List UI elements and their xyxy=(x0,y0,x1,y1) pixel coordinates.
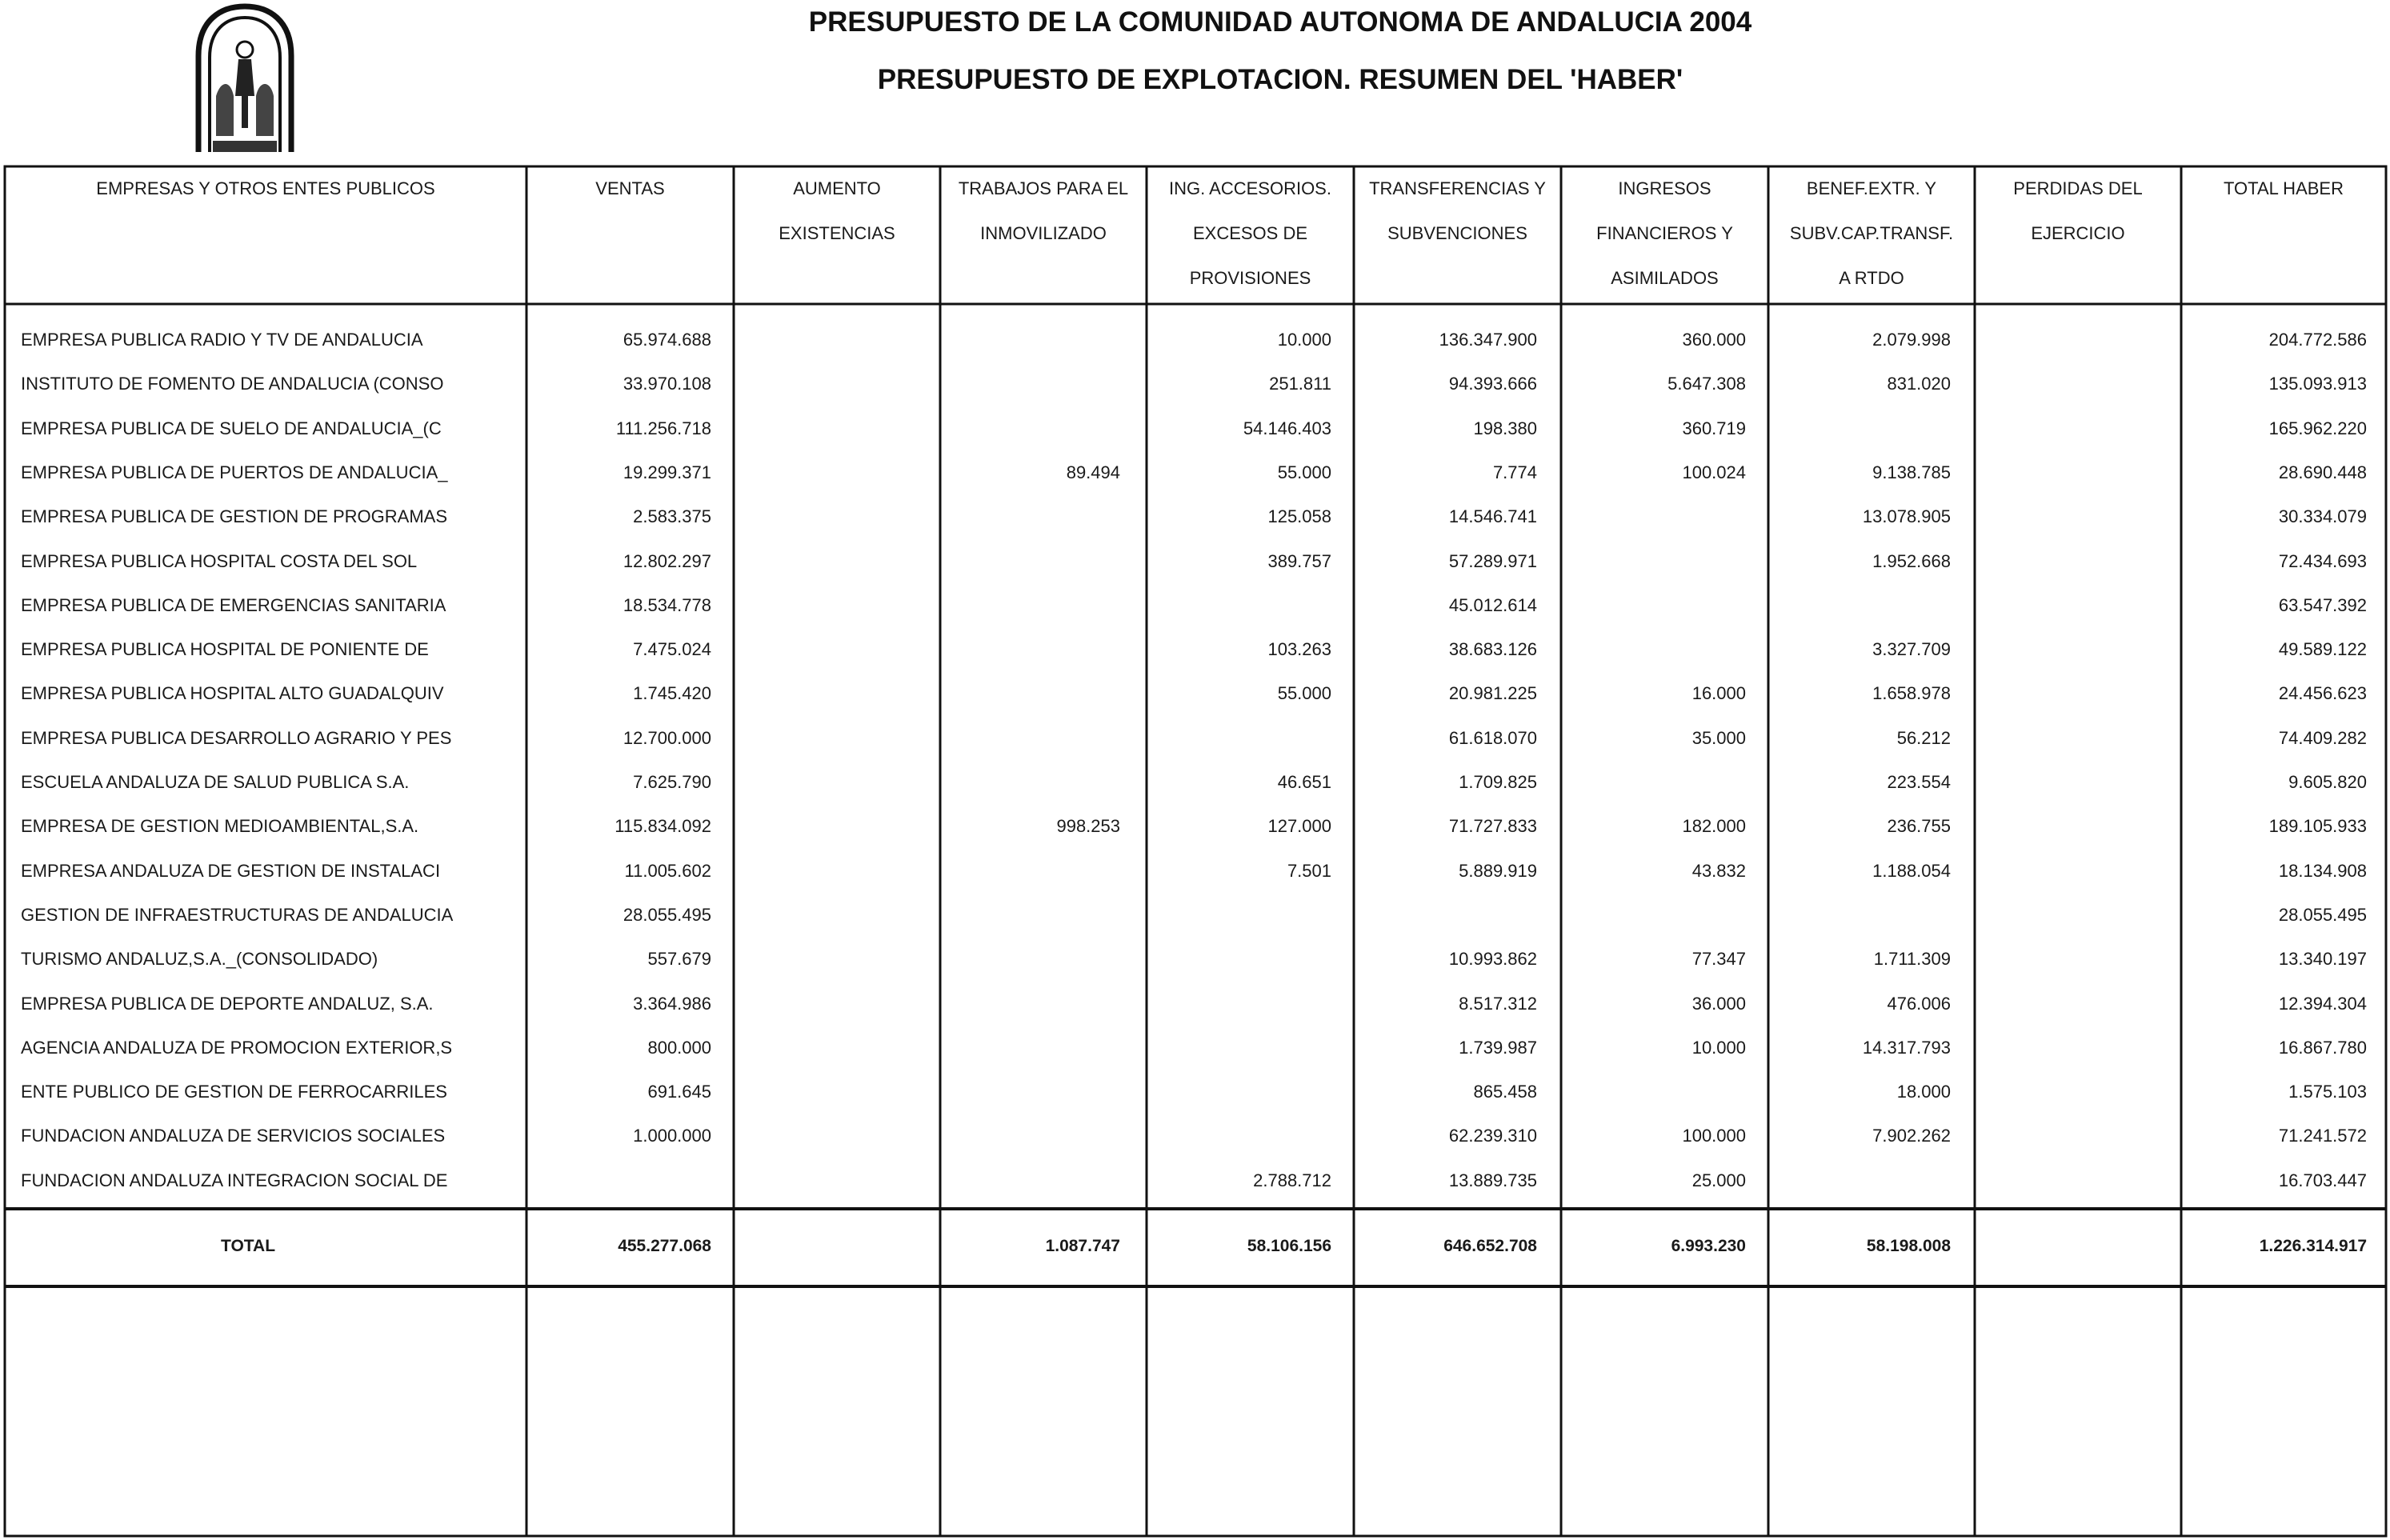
cell-total-haber: 9.605.820 xyxy=(2288,772,2367,792)
cell-transferencias: 57.289.971 xyxy=(1448,551,1537,571)
cell-ing-accesorios: 389.757 xyxy=(1267,551,1331,571)
junta-andalucia-emblem-icon xyxy=(189,0,301,157)
cell-ing-accesorios: 7.501 xyxy=(1287,861,1331,881)
cell-benef-extr: 1.711.309 xyxy=(1873,949,1951,969)
cell-entity: EMPRESA PUBLICA DESARROLLO AGRARIO Y PES xyxy=(21,728,452,748)
cell-benef-extr: 831.020 xyxy=(1887,374,1951,394)
cell-benef-extr: 56.212 xyxy=(1896,728,1951,748)
cell-benef-extr: 2.079.998 xyxy=(1872,330,1951,350)
cell-transferencias: 62.239.310 xyxy=(1448,1126,1537,1146)
cell-total-haber: 1.226.314.917 xyxy=(2259,1237,2367,1255)
cell-transferencias: 61.618.070 xyxy=(1448,728,1537,748)
cell-trabajos-inmovilizado: 998.253 xyxy=(1056,816,1120,836)
cell-transferencias: 198.380 xyxy=(1473,418,1537,438)
cell-transferencias: 8.517.312 xyxy=(1459,994,1537,1014)
cell-ing-accesorios: 55.000 xyxy=(1277,462,1331,482)
col-header-total-haber: TOTAL HABER xyxy=(2224,178,2344,198)
cell-entity: EMPRESA PUBLICA HOSPITAL COSTA DEL SOL xyxy=(21,551,418,571)
cell-entity: FUNDACION ANDALUZA INTEGRACION SOCIAL DE xyxy=(21,1170,448,1190)
cell-transferencias: 136.347.900 xyxy=(1439,330,1537,350)
cell-transferencias: 5.889.919 xyxy=(1459,861,1537,881)
cell-total-haber: 13.340.197 xyxy=(2278,949,2367,969)
col-header-perdidas: PERDIDAS DEL EJERCICIO xyxy=(2013,178,2143,243)
cell-ing-accesorios: 55.000 xyxy=(1277,683,1331,703)
col-header-trabajos-inmovilizado: TRABAJOS PARA EL INMOVILIZADO xyxy=(958,178,1129,243)
cell-entity: EMPRESA ANDALUZA DE GESTION DE INSTALACI xyxy=(21,861,441,881)
cell-ingresos-financieros: 77.347 xyxy=(1691,949,1746,969)
cell-total-haber: 1.575.103 xyxy=(2288,1082,2367,1102)
cell-transferencias: 13.889.735 xyxy=(1448,1170,1537,1190)
cell-transferencias: 646.652.708 xyxy=(1443,1237,1537,1255)
cell-benef-extr: 9.138.785 xyxy=(1872,462,1951,482)
cell-benef-extr: 13.078.905 xyxy=(1862,506,1951,526)
cell-total-haber: 204.772.586 xyxy=(2268,330,2367,350)
col-header-entity: EMPRESAS Y OTROS ENTES PUBLICOS xyxy=(96,178,435,198)
cell-ing-accesorios: 127.000 xyxy=(1267,816,1331,836)
cell-ing-accesorios: 125.058 xyxy=(1267,506,1331,526)
cell-entity: EMPRESA PUBLICA RADIO Y TV DE ANDALUCIA xyxy=(21,330,423,350)
cell-ventas: 28.055.495 xyxy=(623,905,711,925)
cell-entity: EMPRESA PUBLICA HOSPITAL ALTO GUADALQUIV xyxy=(21,683,444,703)
cell-ingresos-financieros: 16.000 xyxy=(1691,683,1746,703)
cell-ingresos-financieros: 10.000 xyxy=(1691,1038,1746,1058)
cell-ventas: 111.256.718 xyxy=(615,418,711,438)
cell-ventas: 2.583.375 xyxy=(633,506,711,526)
cell-ing-accesorios: 58.106.156 xyxy=(1247,1237,1331,1255)
cell-ing-accesorios: 2.788.712 xyxy=(1253,1170,1331,1190)
cell-entity: EMPRESA PUBLICA HOSPITAL DE PONIENTE DE xyxy=(21,639,429,659)
cell-ing-accesorios: 103.263 xyxy=(1267,639,1331,659)
cell-ventas: 800.000 xyxy=(647,1038,711,1058)
cell-entity: EMPRESA PUBLICA DE DEPORTE ANDALUZ, S.A. xyxy=(21,994,434,1014)
cell-ventas: 33.970.108 xyxy=(623,374,711,394)
page-title: PRESUPUESTO DE LA COMUNIDAD AUTONOMA DE ANDALUCIA 2004 xyxy=(808,6,1752,38)
cell-ingresos-financieros: 100.024 xyxy=(1682,462,1746,482)
cell-entity: ENTE PUBLICO DE GESTION DE FERROCARRILES xyxy=(21,1082,447,1102)
cell-benef-extr: 18.000 xyxy=(1896,1082,1951,1102)
cell-total-haber: 135.093.913 xyxy=(2268,374,2367,394)
cell-total-haber: 28.690.448 xyxy=(2278,462,2367,482)
col-header-transferencias: TRANSFERENCIAS Y SUBVENCIONES xyxy=(1369,178,1546,243)
cell-entity: EMPRESA PUBLICA DE SUELO DE ANDALUCIA_(C xyxy=(21,418,442,438)
cell-ingresos-financieros: 35.000 xyxy=(1691,728,1746,748)
cell-benef-extr: 3.327.709 xyxy=(1872,639,1951,659)
cell-ing-accesorios: 10.000 xyxy=(1277,330,1331,350)
cell-benef-extr: 14.317.793 xyxy=(1862,1038,1951,1058)
cell-benef-extr: 476.006 xyxy=(1887,994,1951,1014)
cell-ventas: 11.005.602 xyxy=(624,861,711,881)
cell-benef-extr: 7.902.262 xyxy=(1872,1126,1951,1146)
cell-ing-accesorios: 46.651 xyxy=(1277,772,1331,792)
cell-ingresos-financieros: 360.000 xyxy=(1682,330,1746,350)
page-subtitle: PRESUPUESTO DE EXPLOTACION. RESUMEN DEL 'HABER' xyxy=(877,64,1683,95)
cell-ventas: 1.745.420 xyxy=(633,683,711,703)
cell-ventas: 455.277.068 xyxy=(618,1237,711,1255)
cell-ventas: 3.364.986 xyxy=(633,994,711,1014)
cell-transferencias: 1.709.825 xyxy=(1459,772,1537,792)
col-header-ing-accesorios: ING. ACCESORIOS. EXCESOS DE PROVISIONES xyxy=(1169,178,1331,288)
cell-entity: TURISMO ANDALUZ,S.A._(CONSOLIDADO) xyxy=(21,949,378,969)
cell-total-haber: 28.055.495 xyxy=(2278,905,2367,925)
cell-ventas: 12.802.297 xyxy=(623,551,711,571)
cell-trabajos-inmovilizado: 89.494 xyxy=(1066,462,1120,482)
cell-transferencias: 14.546.741 xyxy=(1448,506,1537,526)
cell-entity: FUNDACION ANDALUZA DE SERVICIOS SOCIALES xyxy=(21,1126,446,1146)
cell-transferencias: 10.993.862 xyxy=(1448,949,1537,969)
cell-transferencias: 38.683.126 xyxy=(1448,639,1537,659)
cell-transferencias: 7.774 xyxy=(1492,462,1537,482)
cell-benef-extr: 1.952.668 xyxy=(1872,551,1951,571)
cell-trabajos-inmovilizado: 1.087.747 xyxy=(1045,1237,1120,1255)
cell-ventas: 7.475.024 xyxy=(633,639,711,659)
cell-entity: EMPRESA PUBLICA DE GESTION DE PROGRAMAS xyxy=(21,506,448,526)
cell-ingresos-financieros: 182.000 xyxy=(1682,816,1746,836)
cell-ingresos-financieros: 43.832 xyxy=(1691,861,1746,881)
cell-total-haber: 72.434.693 xyxy=(2278,551,2367,571)
col-header-aumento-existencias: AUMENTO EXISTENCIAS xyxy=(779,178,895,243)
cell-ventas: 557.679 xyxy=(647,949,711,969)
col-header-ventas: VENTAS xyxy=(595,178,665,198)
cell-total-haber: 63.547.392 xyxy=(2278,595,2367,615)
cell-transferencias: 865.458 xyxy=(1473,1082,1537,1102)
cell-transferencias: 20.981.225 xyxy=(1448,683,1537,703)
cell-total-haber: 74.409.282 xyxy=(2278,728,2367,748)
cell-ventas: 19.299.371 xyxy=(623,462,711,482)
cell-ing-accesorios: 54.146.403 xyxy=(1243,418,1331,438)
cell-ventas: 1.000.000 xyxy=(633,1126,711,1146)
cell-ventas: 65.974.688 xyxy=(623,330,711,350)
cell-total-haber: 12.394.304 xyxy=(2278,994,2367,1014)
cell-benef-extr: 223.554 xyxy=(1887,772,1951,792)
cell-entity: INSTITUTO DE FOMENTO DE ANDALUCIA (CONSO xyxy=(21,374,444,394)
cell-benef-extr: 1.188.054 xyxy=(1872,861,1951,881)
cell-ventas: 12.700.000 xyxy=(623,728,711,748)
cell-ing-accesorios: 251.811 xyxy=(1269,374,1331,394)
col-header-benef-extr: BENEF.EXTR. Y SUBV.CAP.TRANSF. A RTDO xyxy=(1789,178,1954,288)
cell-entity: EMPRESA DE GESTION MEDIOAMBIENTAL,S.A. xyxy=(21,816,419,836)
cell-ventas: 7.625.790 xyxy=(633,772,711,792)
cell-total-haber: 165.962.220 xyxy=(2268,418,2367,438)
cell-total-haber: 30.334.079 xyxy=(2278,506,2367,526)
cell-entity: GESTION DE INFRAESTRUCTURAS DE ANDALUCIA xyxy=(21,905,454,925)
cell-total-haber: 18.134.908 xyxy=(2278,861,2367,881)
cell-transferencias: 71.727.833 xyxy=(1448,816,1537,836)
cell-ventas: 18.534.778 xyxy=(623,595,711,615)
cell-total-haber: 49.589.122 xyxy=(2278,639,2367,659)
cell-total-haber: 16.867.780 xyxy=(2278,1038,2367,1058)
cell-ingresos-financieros: 5.647.308 xyxy=(1667,374,1746,394)
cell-ventas: 691.645 xyxy=(647,1082,711,1102)
cell-benef-extr: 236.755 xyxy=(1887,816,1951,836)
cell-ventas: 115.834.092 xyxy=(615,816,711,836)
cell-ingresos-financieros: 25.000 xyxy=(1691,1170,1746,1190)
cell-entity: EMPRESA PUBLICA DE EMERGENCIAS SANITARIA xyxy=(21,595,446,615)
cell-ingresos-financieros: 36.000 xyxy=(1691,994,1746,1014)
cell-entity: EMPRESA PUBLICA DE PUERTOS DE ANDALUCIA_ xyxy=(21,462,448,482)
cell-ingresos-financieros: 6.993.230 xyxy=(1671,1237,1746,1255)
cell-ingresos-financieros: 360.719 xyxy=(1682,418,1746,438)
cell-total-haber: 24.456.623 xyxy=(2278,683,2367,703)
total-label: TOTAL xyxy=(221,1237,276,1255)
cell-benef-extr: 58.198.008 xyxy=(1866,1237,1951,1255)
col-header-ingresos-financieros: INGRESOS FINANCIEROS Y ASIMILADOS xyxy=(1596,178,1733,288)
cell-total-haber: 71.241.572 xyxy=(2278,1126,2367,1146)
cell-total-haber: 16.703.447 xyxy=(2278,1170,2367,1190)
cell-benef-extr: 1.658.978 xyxy=(1872,683,1951,703)
cell-entity: AGENCIA ANDALUZA DE PROMOCION EXTERIOR,S xyxy=(21,1038,453,1058)
cell-transferencias: 1.739.987 xyxy=(1459,1038,1537,1058)
cell-transferencias: 94.393.666 xyxy=(1448,374,1537,394)
cell-transferencias: 45.012.614 xyxy=(1448,595,1537,615)
cell-ingresos-financieros: 100.000 xyxy=(1682,1126,1746,1146)
cell-total-haber: 189.105.933 xyxy=(2268,816,2367,836)
cell-entity: ESCUELA ANDALUZA DE SALUD PUBLICA S.A. xyxy=(21,772,410,792)
